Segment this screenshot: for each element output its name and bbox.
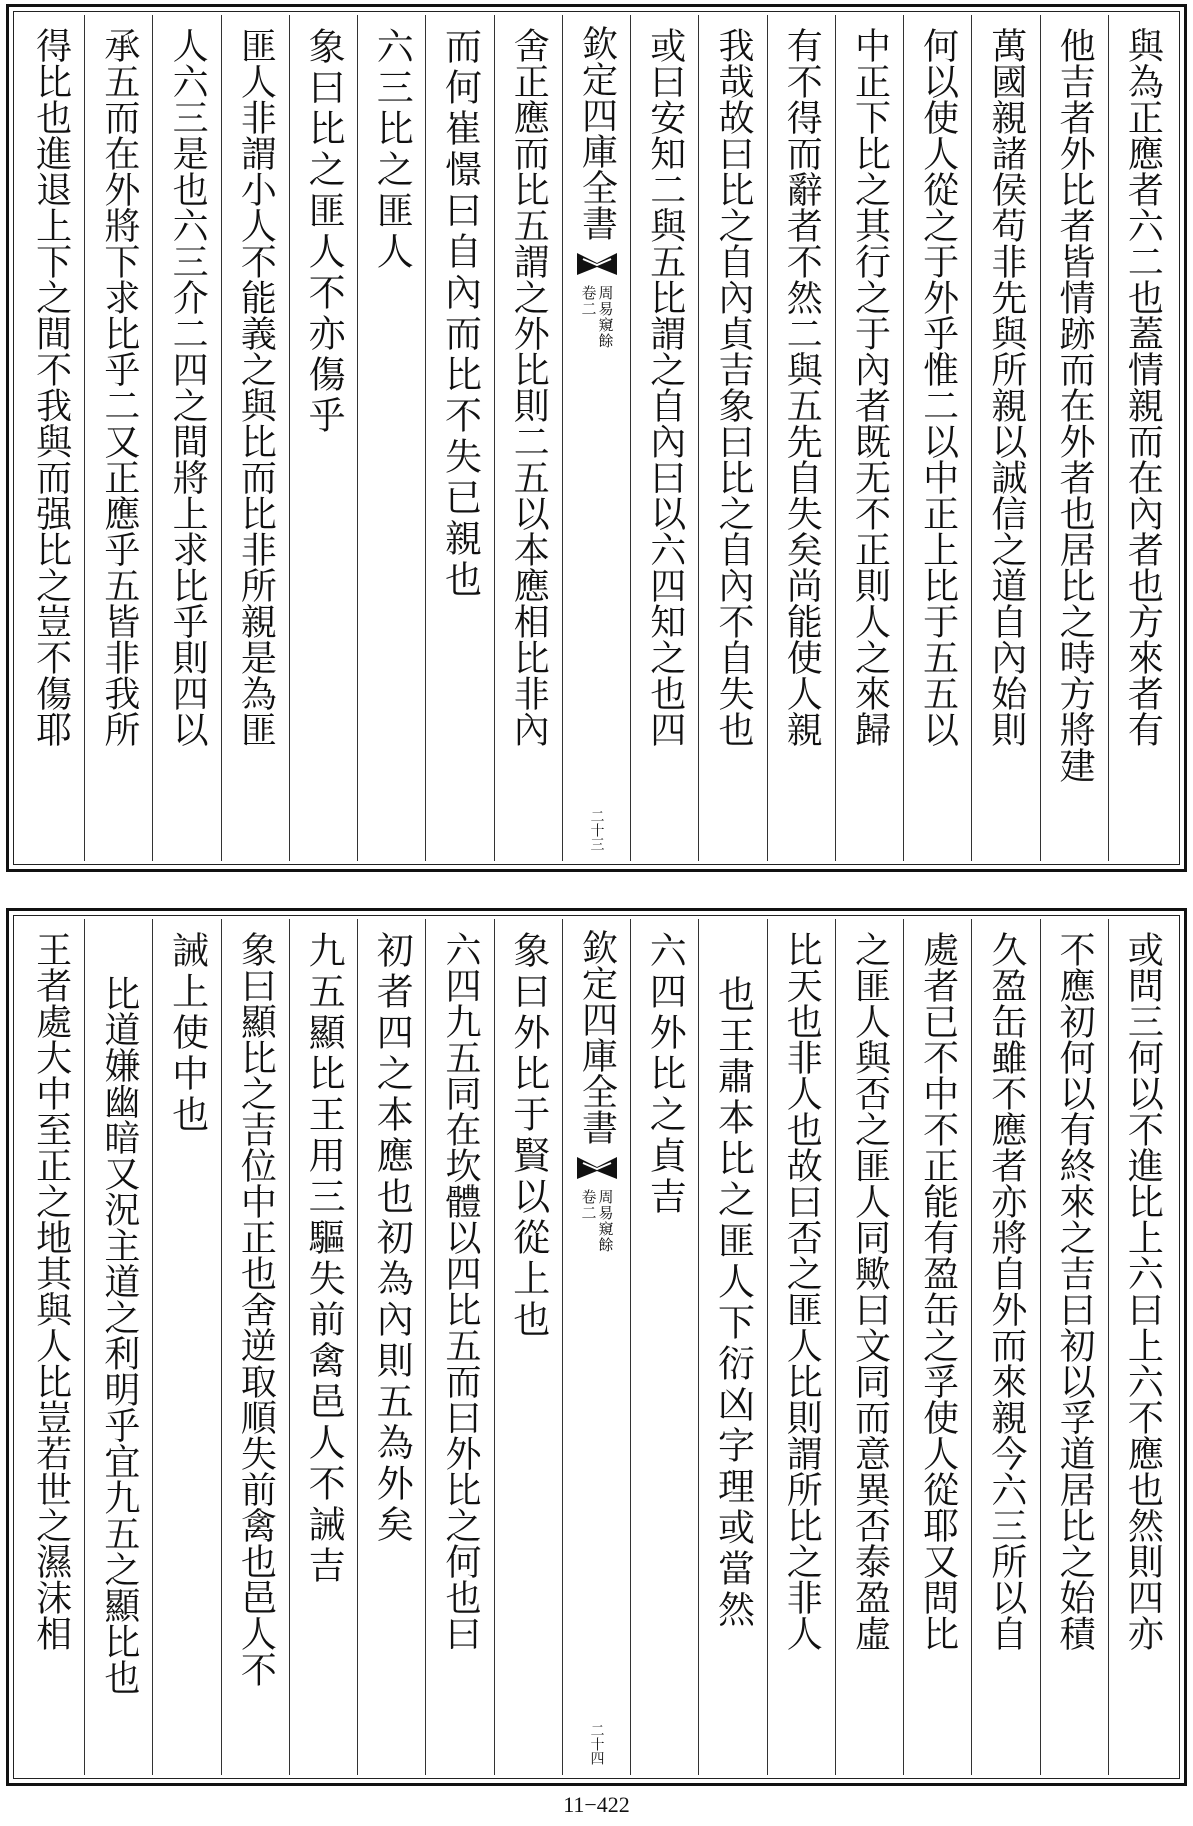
center-book-name: 周易窺餘 <box>596 1189 615 1253</box>
page-center-fold <box>562 15 630 861</box>
text-column <box>903 15 971 861</box>
text-column <box>221 15 289 861</box>
center-title: 欽定四庫全書 <box>576 25 618 241</box>
column-text: 或曰安知二與五比謂之自內曰以六四知之也四 <box>644 27 686 747</box>
column-text: 得比也進退上下之間不我與而强比之豈不傷耶 <box>30 27 72 747</box>
text-column <box>357 919 425 1775</box>
text-column <box>971 919 1039 1775</box>
text-column <box>1108 15 1176 861</box>
column-text: 或問三何以不進比上六曰上六不應也然則四亦 <box>1122 931 1164 1651</box>
text-column <box>17 919 84 1775</box>
center-title: 欽定四庫全書 <box>576 929 618 1145</box>
column-text: 與為正應者六二也蓋情親而在內者也方來者有 <box>1122 27 1164 747</box>
column-text: 六四外比之貞吉 <box>643 931 687 1218</box>
text-column <box>84 919 152 1775</box>
upper-page-columns <box>17 15 1176 861</box>
fish-tail-mark-icon <box>575 249 619 279</box>
column-text: 六四九五同在坎體以四比五而曰外比之何也曰 <box>440 931 482 1651</box>
column-text: 他吉者外比者皆情跡而在外者也居比之時方將建 <box>1054 27 1096 783</box>
text-column <box>1040 919 1108 1775</box>
center-page-number: 二十四 <box>588 1723 605 1765</box>
column-text: 誡上使中也 <box>165 931 209 1136</box>
center-volume: 卷二 <box>579 1189 598 1221</box>
lower-page-panel <box>6 908 1187 1786</box>
text-column <box>84 15 152 861</box>
text-column <box>835 919 903 1775</box>
text-column <box>835 15 903 861</box>
center-meta <box>581 285 613 349</box>
page-center-fold <box>562 919 630 1775</box>
column-text: 九五顯比王用三驅失前禽邑人不誡吉 <box>302 931 346 1587</box>
column-text: 我哉故曰比之自內貞吉象曰比之自內不自失也 <box>712 27 754 747</box>
text-column <box>221 919 289 1775</box>
text-column <box>17 15 84 861</box>
text-column <box>971 15 1039 861</box>
column-text: 之匪人與否之匪人同歟曰文同而意異否泰盈虛 <box>849 931 891 1651</box>
column-text: 中正下比之其行之于內者既无不正則人之來歸 <box>849 27 891 747</box>
fish-tail-mark-icon <box>575 1153 619 1183</box>
center-page-number: 二十三 <box>588 809 605 851</box>
column-text: 而何崔憬曰自內而比不失已親也 <box>438 27 482 601</box>
text-column <box>357 15 425 861</box>
text-column <box>289 919 357 1775</box>
column-text: 王者處大中至正之地其與人比豈若世之濕沫相 <box>30 931 72 1651</box>
column-text: 初者四之本應也初為內則五為外矣 <box>370 931 414 1546</box>
center-volume: 卷二 <box>579 285 598 317</box>
upper-page-panel <box>6 4 1187 872</box>
text-column <box>903 919 971 1775</box>
text-column <box>767 919 835 1775</box>
text-column <box>425 15 493 861</box>
column-text: 比道嫌幽暗又況主道之利明乎宜九五之顯比也 <box>98 975 140 1695</box>
text-column <box>494 919 562 1775</box>
column-text: 有不得而辭者不然二與五先自失矣尚能使人親 <box>781 27 823 747</box>
text-column <box>630 15 698 861</box>
column-text: 象曰比之匪人不亦傷乎 <box>302 27 346 437</box>
column-text: 象曰外比于賢以從上也 <box>506 931 550 1341</box>
column-text: 象曰顯比之吉位中正也舍逆取順失前禽也邑人不 <box>235 931 277 1687</box>
lower-page-columns <box>17 919 1176 1775</box>
text-column <box>494 15 562 861</box>
text-column <box>1108 919 1176 1775</box>
column-text: 匪人非謂小人不能義之與比而比非所親是為匪 <box>235 27 277 747</box>
text-column <box>767 15 835 861</box>
text-column <box>1040 15 1108 861</box>
column-text: 處者已不中不正能有盈缶之孚使人從耶又問比 <box>917 931 959 1651</box>
column-text: 比天也非人也故曰否之匪人比則謂所比之非人 <box>781 931 823 1651</box>
text-column <box>698 919 766 1775</box>
text-column <box>289 15 357 861</box>
text-column <box>630 919 698 1775</box>
column-text: 何以使人從之于外乎惟二以中正上比于五五以 <box>917 27 959 747</box>
center-meta <box>581 1189 613 1253</box>
column-text: 六三比之匪人 <box>370 27 414 273</box>
column-text: 人六三是也六三介二四之間將上求比乎則四以 <box>167 27 209 747</box>
column-text: 舍正應而比五謂之外比則二五以本應相比非內 <box>508 27 550 747</box>
center-book-name: 周易窺餘 <box>596 285 615 349</box>
page-number-footer: 11−422 <box>563 1792 630 1817</box>
text-column <box>425 919 493 1775</box>
column-text: 久盈缶雖不應者亦將自外而來親今六三所以自 <box>985 931 1027 1651</box>
text-column <box>152 15 220 861</box>
text-column <box>152 919 220 1775</box>
column-text: 不應初何以有終來之吉曰初以孚道居比之始積 <box>1054 931 1096 1651</box>
text-column <box>698 15 766 861</box>
column-text: 萬國親諸侯苟非先與所親以誠信之道自內始則 <box>985 27 1027 747</box>
column-text: 也王肅本比之匪人下衍凶字理或當然 <box>711 975 755 1631</box>
column-text: 承五而在外將下求比乎二又正應乎五皆非我所 <box>98 27 140 747</box>
